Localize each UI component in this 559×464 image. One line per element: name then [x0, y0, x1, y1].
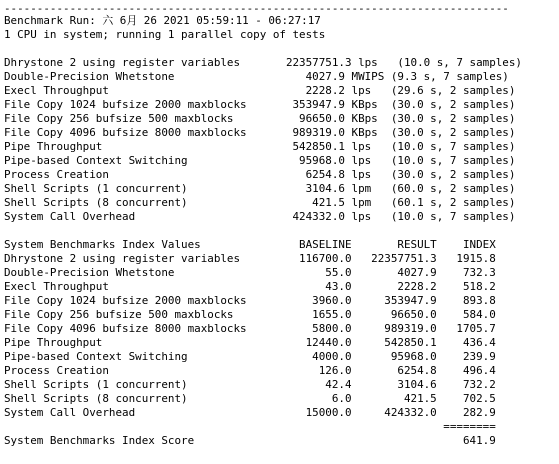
cpu-info-line: 1 CPU in system; running 1 parallel copy of tests — [4, 28, 326, 41]
result-line: Shell Scripts (8 concurrent) 421.5 lpm (60.1 s, 2 samples) — [4, 196, 516, 209]
index-row: File Copy 1024 bufsize 2000 maxblocks 3960.0 353947.9 893.8 — [4, 294, 496, 307]
result-line: File Copy 4096 bufsize 8000 maxblocks 989319.0 KBps (30.0 s, 2 samples) — [4, 126, 516, 139]
index-row: System Call Overhead 15000.0 424332.0 282.9 — [4, 406, 496, 419]
result-line: Execl Throughput 2228.2 lps (29.6 s, 2 samples) — [4, 84, 516, 97]
result-line: File Copy 1024 bufsize 2000 maxblocks 353947.9 KBps (30.0 s, 2 samples) — [4, 98, 516, 111]
result-line: Process Creation 6254.8 lps (30.0 s, 2 samples) — [4, 168, 516, 181]
score-separator: ======== — [4, 420, 496, 433]
index-row: Execl Throughput 43.0 2228.2 518.2 — [4, 280, 496, 293]
index-row: File Copy 256 bufsize 500 maxblocks 1655.0 96650.0 584.0 — [4, 308, 496, 321]
index-row: File Copy 4096 bufsize 8000 maxblocks 5800.0 989319.0 1705.7 — [4, 322, 496, 335]
index-row: Pipe Throughput 12440.0 542850.1 436.4 — [4, 336, 496, 349]
index-row: Double-Precision Whetstone 55.0 4027.9 732.3 — [4, 266, 496, 279]
separator-line: ----------------------------------------------------------------------------- — [4, 2, 509, 15]
result-line: Shell Scripts (1 concurrent) 3104.6 lpm (60.0 s, 2 samples) — [4, 182, 516, 195]
result-line: Dhrystone 2 using register variables 22357751.3 lps (10.0 s, 7 samples) — [4, 56, 522, 69]
result-line: Pipe Throughput 542850.1 lps (10.0 s, 7 samples) — [4, 140, 516, 153]
index-row: Shell Scripts (8 concurrent) 6.0 421.5 702.5 — [4, 392, 496, 405]
index-row: Pipe-based Context Switching 4000.0 95968.0 239.9 — [4, 350, 496, 363]
index-row: Dhrystone 2 using register variables 116700.0 22357751.3 1915.8 — [4, 252, 496, 265]
index-score-line: System Benchmarks Index Score 641.9 — [4, 434, 496, 447]
benchmark-run-header: Benchmark Run: 六 6月 26 2021 05:59:11 - 06:27:17 — [4, 14, 321, 27]
result-line: System Call Overhead 424332.0 lps (10.0 s, 7 samples) — [4, 210, 516, 223]
result-line: File Copy 256 bufsize 500 maxblocks 96650.0 KBps (30.0 s, 2 samples) — [4, 112, 516, 125]
result-line: Double-Precision Whetstone 4027.9 MWIPS (9.3 s, 7 samples) — [4, 70, 509, 83]
result-line: Pipe-based Context Switching 95968.0 lps (10.0 s, 7 samples) — [4, 154, 516, 167]
index-row: Process Creation 126.0 6254.8 496.4 — [4, 364, 496, 377]
index-table-header: System Benchmarks Index Values BASELINE RESULT INDEX — [4, 238, 496, 251]
index-row: Shell Scripts (1 concurrent) 42.4 3104.6 732.2 — [4, 378, 496, 391]
